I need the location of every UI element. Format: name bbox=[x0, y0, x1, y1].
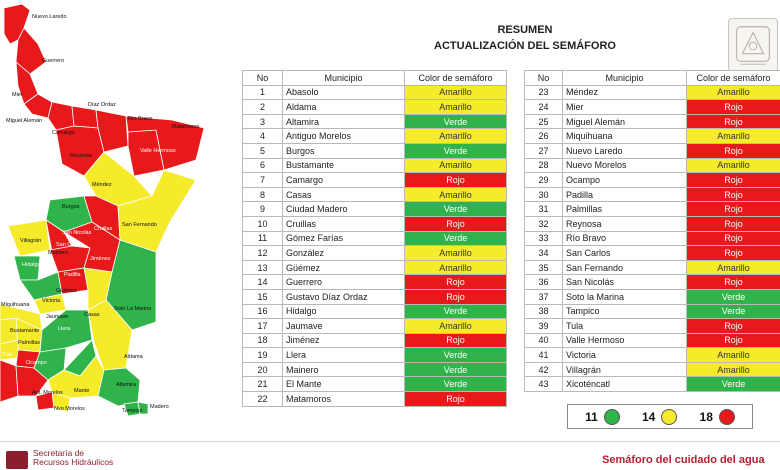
summary-rojo bbox=[700, 409, 735, 425]
semaforo-status: Verde bbox=[405, 348, 507, 363]
table-row bbox=[525, 377, 780, 392]
semaforo-status: Rojo bbox=[687, 231, 780, 246]
semaforo-status: Rojo bbox=[687, 187, 780, 202]
row-number: 43 bbox=[525, 377, 563, 392]
map-label-diaz-ordaz: Díaz Ordaz bbox=[88, 102, 116, 108]
row-number: 34 bbox=[525, 246, 563, 261]
table-row bbox=[243, 216, 507, 231]
semaforo-status: Rojo bbox=[405, 173, 507, 188]
municipio-name: Tula bbox=[563, 319, 687, 334]
semaforo-status: Rojo bbox=[687, 202, 780, 217]
table-row bbox=[525, 289, 780, 304]
municipio-name: Jaumave bbox=[283, 319, 405, 334]
table-row bbox=[243, 260, 507, 275]
map-label-mendez: Méndez bbox=[92, 182, 112, 188]
municipio-name: El Mante bbox=[283, 377, 405, 392]
row-number: 18 bbox=[243, 333, 283, 348]
map-label-camargo: Camargo bbox=[52, 130, 75, 136]
semaforo-status: Verde bbox=[687, 377, 780, 392]
municipio-name: Güémez bbox=[283, 260, 405, 275]
row-number: 28 bbox=[525, 158, 563, 173]
municipio-name: Mainero bbox=[283, 362, 405, 377]
row-number: 35 bbox=[525, 260, 563, 275]
semaforo-table-left bbox=[242, 70, 507, 407]
municipio-name: San Nicolás bbox=[563, 275, 687, 290]
yellow-circle-icon bbox=[661, 409, 677, 425]
table-row bbox=[525, 333, 780, 348]
map-label-nuevo-morelos: Nvo Morelos bbox=[54, 406, 85, 412]
row-number: 30 bbox=[525, 187, 563, 202]
government-logo bbox=[6, 451, 28, 469]
municipio-name: Soto la Marina bbox=[563, 289, 687, 304]
municipio-name: Hidalgo bbox=[283, 304, 405, 319]
table-row bbox=[243, 377, 507, 392]
semaforo-status: Amarillo bbox=[405, 100, 507, 115]
table-row bbox=[243, 85, 507, 100]
table-row bbox=[243, 319, 507, 334]
header-color: Color de semáforo bbox=[405, 71, 507, 86]
municipio-name: Altamira bbox=[283, 114, 405, 129]
semaforo-status: Amarillo bbox=[405, 319, 507, 334]
municipio-name: Victoria bbox=[563, 348, 687, 363]
semaforo-status: Amarillo bbox=[687, 129, 780, 144]
municipio-name: Palmillas bbox=[563, 202, 687, 217]
map-label-antiguo-morelos: Ant. Morelos bbox=[32, 390, 63, 396]
table-row bbox=[525, 231, 780, 246]
semaforo-status: Verde bbox=[405, 114, 507, 129]
municipio-name: Guerrero bbox=[283, 275, 405, 290]
semaforo-status: Rojo bbox=[405, 289, 507, 304]
row-number: 38 bbox=[525, 304, 563, 319]
semaforo-status: Verde bbox=[405, 143, 507, 158]
semaforo-status: Rojo bbox=[687, 100, 780, 115]
row-number: 15 bbox=[243, 289, 283, 304]
semaforo-status: Amarillo bbox=[405, 187, 507, 202]
map-label-madero: Madero bbox=[150, 404, 169, 410]
row-number: 29 bbox=[525, 173, 563, 188]
semaforo-status: Amarillo bbox=[687, 260, 780, 275]
table-row bbox=[525, 260, 780, 275]
municipio-name: San Fernando bbox=[563, 260, 687, 275]
table-row bbox=[525, 187, 780, 202]
row-number: 5 bbox=[243, 143, 283, 158]
semaforo-status: Rojo bbox=[687, 246, 780, 261]
row-number: 14 bbox=[243, 275, 283, 290]
municipio-name: Cruillas bbox=[283, 216, 405, 231]
table-row bbox=[243, 333, 507, 348]
municipio-name: San Carlos bbox=[563, 246, 687, 261]
municipio-name: Abasolo bbox=[283, 85, 405, 100]
semaforo-status: Rojo bbox=[405, 392, 507, 407]
table-row bbox=[243, 289, 507, 304]
municipio-name: Xicoténcatl bbox=[563, 377, 687, 392]
semaforo-status: Amarillo bbox=[687, 158, 780, 173]
municipio-name: Jiménez bbox=[283, 333, 405, 348]
map-label-palmillas: Palmillas bbox=[18, 340, 41, 346]
map-label-padilla: Padilla bbox=[64, 272, 81, 278]
table-row bbox=[525, 114, 780, 129]
tamaulipas-map bbox=[0, 0, 210, 420]
row-number: 32 bbox=[525, 216, 563, 231]
map-region-camargo bbox=[48, 102, 74, 130]
table-row bbox=[243, 392, 507, 407]
row-number: 3 bbox=[243, 114, 283, 129]
map-label-llera: Llera bbox=[58, 326, 71, 332]
row-number: 40 bbox=[525, 333, 563, 348]
row-number: 23 bbox=[525, 85, 563, 100]
table-row bbox=[525, 246, 780, 261]
map-label-miquihuana: Miquihuana bbox=[1, 302, 30, 308]
municipio-name: Burgos bbox=[283, 143, 405, 158]
table-row bbox=[243, 129, 507, 144]
header-no: No bbox=[243, 71, 283, 86]
map-label-san-carlos: San Carlos bbox=[56, 242, 84, 248]
municipio-name: Bustamante bbox=[283, 158, 405, 173]
page-subtitle: ACTUALIZACIÓN DEL SEMÁFORO bbox=[434, 40, 616, 52]
table-row bbox=[243, 143, 507, 158]
map-label-reynosa: Reynosa bbox=[70, 153, 92, 159]
map-label-tampico: Tampico bbox=[122, 408, 143, 414]
row-number: 21 bbox=[243, 377, 283, 392]
map-label-villagran: Villagrán bbox=[20, 238, 42, 244]
summary-amarillo-count: 14 bbox=[641, 409, 656, 424]
map-label-nuevo-laredo: Nuevo Laredo bbox=[32, 14, 67, 20]
summary-counts bbox=[567, 404, 753, 429]
map-label-altamira: Altamira bbox=[116, 382, 137, 388]
map-label-mante: Mante bbox=[74, 388, 90, 394]
header-color: Color de semáforo bbox=[687, 71, 780, 86]
semaforo-table-right bbox=[524, 70, 780, 392]
row-number: 13 bbox=[243, 260, 283, 275]
semaforo-status: Rojo bbox=[405, 216, 507, 231]
table-header-row bbox=[243, 71, 507, 86]
semaforo-status: Amarillo bbox=[687, 348, 780, 363]
municipio-name: Miguel Alemán bbox=[563, 114, 687, 129]
map-label-hidalgo: Hidalgo bbox=[22, 262, 41, 268]
map-region-tula bbox=[0, 360, 18, 402]
semaforo-status: Verde bbox=[405, 362, 507, 377]
table-row bbox=[243, 100, 507, 115]
row-number: 10 bbox=[243, 216, 283, 231]
map-label-ocampo: Ocampo bbox=[26, 360, 47, 366]
map-label-casas: Casas bbox=[84, 312, 100, 318]
department-line-2: Recursos Hidráulicos bbox=[33, 457, 114, 467]
map-label-bustamante: Bustamante bbox=[10, 328, 40, 334]
row-number: 16 bbox=[243, 304, 283, 319]
map-label-tula: Tula bbox=[2, 352, 13, 358]
municipio-name: Méndez bbox=[563, 85, 687, 100]
row-number: 4 bbox=[243, 129, 283, 144]
map-label-aldama: Aldama bbox=[124, 354, 143, 360]
row-number: 36 bbox=[525, 275, 563, 290]
map-label-san-nicolas: San Nicolás bbox=[62, 230, 92, 236]
table-row bbox=[525, 319, 780, 334]
municipio-name: Río Bravo bbox=[563, 231, 687, 246]
table-row bbox=[525, 362, 780, 377]
row-number: 37 bbox=[525, 289, 563, 304]
semaforo-status: Verde bbox=[687, 289, 780, 304]
municipio-name: Miquihuana bbox=[563, 129, 687, 144]
seal-icon bbox=[728, 18, 778, 72]
semaforo-status: Rojo bbox=[687, 143, 780, 158]
municipio-name: Nuevo Laredo bbox=[563, 143, 687, 158]
map-label-valle-hermoso: Valle Hermoso bbox=[140, 148, 176, 154]
summary-verde-count: 11 bbox=[585, 409, 598, 424]
map-label-rio-bravo: Río Bravo bbox=[128, 116, 153, 122]
table-row bbox=[525, 304, 780, 319]
municipio-name: Matamoros bbox=[283, 392, 405, 407]
summary-verde bbox=[585, 409, 620, 425]
row-number: 6 bbox=[243, 158, 283, 173]
table-row bbox=[525, 85, 780, 100]
header-no: No bbox=[525, 71, 563, 86]
municipio-name: Nuevo Morelos bbox=[563, 158, 687, 173]
row-number: 11 bbox=[243, 231, 283, 246]
row-number: 22 bbox=[243, 392, 283, 407]
table-row bbox=[243, 158, 507, 173]
row-number: 25 bbox=[525, 114, 563, 129]
row-number: 24 bbox=[525, 100, 563, 115]
row-number: 33 bbox=[525, 231, 563, 246]
table-row bbox=[525, 216, 780, 231]
footer-divider bbox=[0, 441, 780, 442]
municipio-name: Padilla bbox=[563, 187, 687, 202]
semaforo-status: Rojo bbox=[687, 333, 780, 348]
row-number: 42 bbox=[525, 362, 563, 377]
municipio-name: Antiguo Morelos bbox=[283, 129, 405, 144]
map-label-burgos: Burgos bbox=[62, 204, 80, 210]
row-number: 1 bbox=[243, 85, 283, 100]
green-circle-icon bbox=[604, 409, 620, 425]
row-number: 8 bbox=[243, 187, 283, 202]
semaforo-status: Amarillo bbox=[687, 85, 780, 100]
semaforo-status: Verde bbox=[405, 202, 507, 217]
row-number: 27 bbox=[525, 143, 563, 158]
semaforo-status: Rojo bbox=[687, 275, 780, 290]
department-line-1: Secretaría de bbox=[33, 448, 85, 458]
map-label-cruillas: Cruillas bbox=[94, 226, 113, 232]
semaforo-status: Amarillo bbox=[405, 129, 507, 144]
row-number: 2 bbox=[243, 100, 283, 115]
municipio-name: Gómez Farías bbox=[283, 231, 405, 246]
municipio-name: Valle Hermoso bbox=[563, 333, 687, 348]
semaforo-status: Rojo bbox=[405, 275, 507, 290]
map-label-san-fernando: San Fernando bbox=[122, 222, 157, 228]
municipio-name: Gustavo Díaz Ordaz bbox=[283, 289, 405, 304]
map-label-miguel-aleman: Miguel Alemán bbox=[6, 118, 43, 124]
row-number: 17 bbox=[243, 319, 283, 334]
table-row bbox=[243, 202, 507, 217]
table-row bbox=[243, 114, 507, 129]
row-number: 19 bbox=[243, 348, 283, 363]
semaforo-status: Verde bbox=[405, 377, 507, 392]
department-name bbox=[33, 449, 113, 467]
municipio-name: Llera bbox=[283, 348, 405, 363]
municipio-name: Tampico bbox=[563, 304, 687, 319]
semaforo-status: Rojo bbox=[687, 216, 780, 231]
municipio-name: Camargo bbox=[283, 173, 405, 188]
footer-title: Semáforo del cuidado del agua bbox=[602, 454, 765, 466]
map-label-matamoros: Matamoros bbox=[172, 124, 200, 130]
municipio-name: González bbox=[283, 246, 405, 261]
row-number: 12 bbox=[243, 246, 283, 261]
row-number: 9 bbox=[243, 202, 283, 217]
table-row bbox=[243, 348, 507, 363]
semaforo-status: Amarillo bbox=[405, 158, 507, 173]
table-header-row bbox=[525, 71, 780, 86]
municipio-name: Ciudad Madero bbox=[283, 202, 405, 217]
row-number: 41 bbox=[525, 348, 563, 363]
semaforo-status: Rojo bbox=[405, 333, 507, 348]
map-region-diaz-ordaz bbox=[72, 106, 98, 128]
table-row bbox=[243, 246, 507, 261]
summary-amarillo bbox=[642, 409, 677, 425]
table-row bbox=[243, 187, 507, 202]
red-circle-icon bbox=[719, 409, 735, 425]
semaforo-status: Rojo bbox=[687, 114, 780, 129]
row-number: 39 bbox=[525, 319, 563, 334]
table-row bbox=[525, 129, 780, 144]
table-row bbox=[525, 348, 780, 363]
semaforo-status: Verde bbox=[405, 231, 507, 246]
table-row bbox=[525, 202, 780, 217]
semaforo-status: Amarillo bbox=[405, 85, 507, 100]
municipio-name: Aldama bbox=[283, 100, 405, 115]
table-row bbox=[243, 362, 507, 377]
row-number: 7 bbox=[243, 173, 283, 188]
table-row bbox=[525, 143, 780, 158]
table-row bbox=[525, 275, 780, 290]
map-label-soto-la-marina: Soto La Marina bbox=[114, 306, 152, 312]
row-number: 26 bbox=[525, 129, 563, 144]
row-number: 20 bbox=[243, 362, 283, 377]
map-region-mainero bbox=[14, 256, 40, 280]
semaforo-status: Amarillo bbox=[687, 362, 780, 377]
table-row bbox=[525, 158, 780, 173]
semaforo-status: Rojo bbox=[687, 173, 780, 188]
page-title: RESUMEN bbox=[497, 24, 553, 36]
map-label-mier: Mier bbox=[12, 92, 23, 98]
map-label-guerrero: Guerrero bbox=[42, 58, 65, 64]
semaforo-status: Verde bbox=[687, 304, 780, 319]
table-row bbox=[243, 173, 507, 188]
row-number: 31 bbox=[525, 202, 563, 217]
map-label-jimenez: Jiménez bbox=[90, 256, 111, 262]
semaforo-status: Verde bbox=[405, 304, 507, 319]
map-label-mainero: Mainero bbox=[48, 250, 68, 256]
header-municipio: Municipio bbox=[563, 71, 687, 86]
table-row bbox=[243, 231, 507, 246]
map-label-guemez: Güémez bbox=[56, 288, 77, 294]
summary-rojo-count: 18 bbox=[699, 409, 713, 424]
table-row bbox=[525, 173, 780, 188]
semaforo-status: Amarillo bbox=[405, 260, 507, 275]
municipio-name: Ocampo bbox=[563, 173, 687, 188]
municipio-name: Casas bbox=[283, 187, 405, 202]
map-label-jaumave: Jaumave bbox=[46, 314, 69, 320]
table-row bbox=[243, 275, 507, 290]
semaforo-status: Amarillo bbox=[405, 246, 507, 261]
municipio-name: Mier bbox=[563, 100, 687, 115]
table-row bbox=[525, 100, 780, 115]
map-label-victoria: Victoria bbox=[42, 298, 61, 304]
semaforo-status: Rojo bbox=[687, 319, 780, 334]
municipio-name: Reynosa bbox=[563, 216, 687, 231]
header-municipio: Municipio bbox=[283, 71, 405, 86]
municipio-name: Villagrán bbox=[563, 362, 687, 377]
table-row bbox=[243, 304, 507, 319]
